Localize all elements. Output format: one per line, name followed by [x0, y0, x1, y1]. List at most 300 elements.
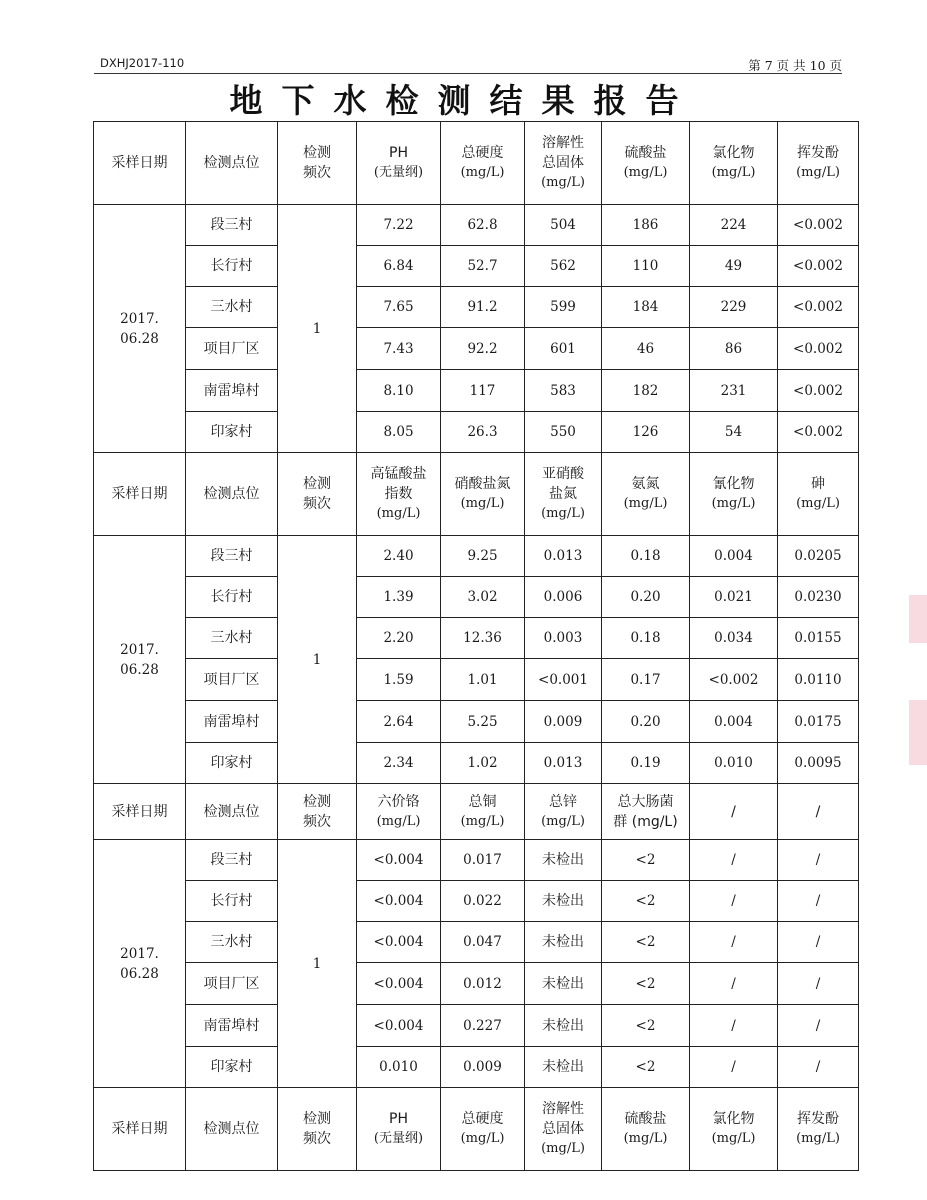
site-name: 段三村	[210, 852, 253, 868]
value-text: <0.004	[373, 1017, 424, 1034]
parameter-header-line: 总固体	[542, 1121, 584, 1137]
header-row	[94, 453, 859, 536]
value-text: 0.034	[714, 630, 753, 646]
site-name: 印家村	[210, 755, 253, 771]
value-cell	[778, 840, 859, 881]
date-header-text: 采样日期	[111, 803, 168, 820]
value-cell	[441, 536, 525, 577]
site-column-header	[186, 784, 278, 840]
frequency-header-line: 频次	[303, 165, 331, 181]
header-row	[94, 784, 859, 840]
parameter-header	[357, 453, 441, 536]
value-text: 8.10	[383, 382, 414, 399]
value-text: 7.65	[383, 299, 414, 315]
parameter-header-line: (无量纲)	[373, 1131, 424, 1146]
table-row	[94, 577, 859, 618]
parameter-header	[525, 1088, 602, 1171]
value-cell	[357, 881, 441, 922]
value-cell	[778, 963, 859, 1005]
value-text: 0.003	[543, 630, 583, 646]
date-column-header	[94, 784, 186, 840]
value-cell	[690, 963, 778, 1005]
frequency-header-line: 检测	[303, 476, 331, 492]
value-cell	[525, 1047, 602, 1088]
value-cell	[357, 205, 441, 246]
value-text: 0.0230	[794, 589, 842, 605]
value-text: <2	[635, 1059, 656, 1075]
value-text: 0.017	[463, 852, 502, 868]
parameter-header	[525, 453, 602, 536]
value-text: 583	[550, 382, 576, 399]
value-cell	[690, 1047, 778, 1088]
site-column-header	[186, 1088, 278, 1171]
value-text: 601	[550, 340, 576, 357]
frequency-value: 1	[312, 320, 322, 337]
sample-date-line: 2017.	[120, 641, 159, 658]
value-cell	[441, 577, 525, 618]
value-cell	[441, 743, 525, 784]
value-text: 8.05	[383, 424, 414, 440]
parameter-header-line: 溶解性	[542, 1101, 584, 1117]
value-text: <2	[635, 852, 656, 868]
parameter-header	[357, 784, 441, 840]
site-cell	[186, 743, 278, 784]
date-header-text: 采样日期	[111, 155, 168, 171]
value-cell	[778, 881, 859, 922]
sample-date-line: 06.28	[120, 330, 159, 347]
site-name: 南雷埠村	[203, 382, 260, 399]
value-cell	[778, 743, 859, 784]
value-cell	[690, 577, 778, 618]
value-text: <0.002	[793, 424, 843, 440]
value-text: 224	[720, 217, 747, 233]
frequency-header-line: 检测	[303, 145, 331, 161]
table-row	[94, 701, 859, 743]
value-cell	[441, 287, 525, 328]
page-number: 第 7 页 共 10 页	[748, 58, 842, 73]
stamp-mark	[909, 595, 927, 643]
value-cell	[357, 922, 441, 963]
site-cell	[186, 701, 278, 743]
parameter-header-line: 六价铬	[377, 793, 420, 810]
parameter-header-line: 氰化物	[712, 476, 755, 492]
site-name: 项目厂区	[203, 975, 260, 992]
value-cell	[778, 1005, 859, 1047]
value-cell	[690, 370, 778, 412]
parameter-header-line: 指数	[384, 486, 413, 502]
value-text: <0.002	[793, 340, 843, 357]
value-cell	[778, 536, 859, 577]
value-cell	[441, 618, 525, 659]
site-name: 长行村	[210, 893, 253, 909]
value-cell	[441, 701, 525, 743]
value-cell	[357, 963, 441, 1005]
value-text: 1.01	[467, 671, 498, 688]
parameter-header-line: PH	[389, 1111, 408, 1127]
value-cell	[357, 1047, 441, 1088]
sample-date-line: 2017.	[120, 945, 159, 962]
value-cell	[778, 246, 859, 287]
value-text: <2	[635, 975, 656, 992]
value-text: 未检出	[542, 852, 584, 868]
parameter-header-line: (mg/L)	[460, 813, 505, 829]
value-text: 117	[469, 382, 496, 399]
parameter-header-line: 总铜	[468, 793, 497, 810]
value-text: 186	[632, 217, 659, 233]
value-cell	[525, 287, 602, 328]
value-cell	[525, 743, 602, 784]
value-cell	[357, 328, 441, 370]
parameter-header-line: 溶解性	[542, 135, 584, 151]
value-text: 550	[550, 424, 576, 440]
parameter-header-line: 砷	[811, 476, 825, 492]
parameter-header-line: (mg/L)	[711, 1131, 756, 1146]
site-name: 项目厂区	[203, 340, 260, 357]
value-cell	[690, 246, 778, 287]
value-text: <2	[635, 1017, 656, 1034]
value-cell	[690, 743, 778, 784]
site-cell	[186, 1005, 278, 1047]
value-cell	[690, 328, 778, 370]
value-cell	[690, 287, 778, 328]
value-cell	[525, 922, 602, 963]
site-name: 长行村	[210, 258, 253, 274]
value-text: <0.002	[793, 382, 843, 399]
value-cell	[357, 743, 441, 784]
parameter-header-line: (mg/L)	[796, 1131, 840, 1146]
parameter-header	[778, 122, 859, 205]
value-text: <0.002	[793, 299, 843, 315]
parameter-header-line: (mg/L)	[376, 506, 421, 521]
value-cell	[778, 287, 859, 328]
parameter-header-line: 硫酸盐	[624, 1111, 667, 1127]
value-cell	[525, 536, 602, 577]
value-cell	[357, 577, 441, 618]
value-text: 92.2	[467, 340, 498, 357]
value-cell	[525, 370, 602, 412]
value-text: 1.59	[383, 671, 414, 688]
parameter-header	[602, 453, 690, 536]
parameter-header-line: (mg/L)	[623, 165, 668, 180]
page-header	[94, 55, 842, 74]
parameter-header	[690, 122, 778, 205]
header-row	[94, 1088, 859, 1171]
date-header-text: 采样日期	[111, 486, 168, 502]
value-text: 未检出	[542, 1017, 584, 1034]
value-cell	[525, 701, 602, 743]
value-text: 未检出	[542, 893, 584, 909]
value-cell	[778, 370, 859, 412]
parameter-header-line: (mg/L)	[460, 1131, 505, 1146]
frequency-cell	[278, 536, 357, 784]
value-cell	[602, 577, 690, 618]
table-row	[94, 1005, 859, 1047]
table-row	[94, 963, 859, 1005]
value-cell	[441, 246, 525, 287]
value-cell	[602, 1005, 690, 1047]
parameter-header-line: 群 (mg/L)	[613, 813, 678, 830]
value-text: 6.84	[383, 258, 414, 274]
value-cell	[602, 328, 690, 370]
value-cell	[690, 412, 778, 453]
site-cell	[186, 536, 278, 577]
value-cell	[602, 743, 690, 784]
value-text: 0.022	[463, 893, 502, 909]
value-cell	[441, 205, 525, 246]
parameter-header	[778, 784, 859, 840]
parameter-header	[441, 784, 525, 840]
value-cell	[778, 1047, 859, 1088]
value-cell	[602, 536, 690, 577]
value-cell	[525, 881, 602, 922]
site-cell	[186, 577, 278, 618]
value-cell	[602, 370, 690, 412]
value-text: 0.0175	[794, 713, 842, 730]
parameter-header	[441, 1088, 525, 1171]
header-row	[94, 122, 859, 205]
value-text: 3.02	[467, 589, 498, 605]
parameter-header-line: (mg/L)	[376, 813, 421, 829]
frequency-column-header	[278, 784, 357, 840]
parameter-header-line: 亚硝酸	[542, 466, 584, 482]
parameter-header-line: PH	[389, 145, 408, 161]
frequency-column-header	[278, 1088, 357, 1171]
site-cell	[186, 246, 278, 287]
site-cell	[186, 840, 278, 881]
parameter-header-line: 总锌	[549, 793, 577, 810]
report-title: 地下水检测结果报告	[229, 81, 698, 120]
value-cell	[357, 287, 441, 328]
document-id: DXHJ2017-110	[100, 56, 185, 70]
parameter-header-line: /	[731, 803, 736, 820]
value-text: 231	[720, 382, 747, 399]
parameter-header-line: (mg/L)	[796, 496, 840, 511]
value-cell	[441, 922, 525, 963]
value-cell	[525, 577, 602, 618]
value-cell	[690, 205, 778, 246]
parameter-header	[690, 784, 778, 840]
parameter-header-line: 总固体	[542, 155, 584, 171]
value-text: 0.004	[714, 713, 753, 730]
value-text: 1.02	[467, 755, 498, 771]
parameter-header-line: 硫酸盐	[624, 145, 667, 161]
value-text: 0.012	[463, 975, 502, 992]
parameter-header-line: (无量纲)	[373, 165, 424, 180]
value-cell	[602, 963, 690, 1005]
parameter-header-line: 挥发酚	[797, 145, 839, 161]
parameter-header-line: (mg/L)	[623, 496, 668, 511]
value-cell	[778, 922, 859, 963]
value-text: 0.20	[630, 713, 661, 730]
frequency-cell	[278, 840, 357, 1088]
value-text: 12.36	[463, 630, 502, 646]
value-cell	[441, 963, 525, 1005]
parameter-header	[525, 784, 602, 840]
parameter-header	[602, 122, 690, 205]
parameter-header	[525, 122, 602, 205]
value-cell	[441, 840, 525, 881]
site-cell	[186, 370, 278, 412]
value-cell	[778, 659, 859, 701]
table-row	[94, 536, 859, 577]
value-cell	[357, 701, 441, 743]
value-cell	[690, 536, 778, 577]
value-text: 0.013	[543, 755, 583, 771]
value-cell	[525, 618, 602, 659]
value-text: /	[815, 934, 821, 950]
date-column-header	[94, 1088, 186, 1171]
site-cell	[186, 618, 278, 659]
site-cell	[186, 205, 278, 246]
table-row	[94, 618, 859, 659]
value-cell	[778, 701, 859, 743]
frequency-cell	[278, 205, 357, 453]
sample-date-line: 06.28	[120, 965, 159, 982]
date-column-header	[94, 122, 186, 205]
value-text: /	[731, 975, 736, 992]
table-row	[94, 881, 859, 922]
table-row	[94, 370, 859, 412]
parameter-header	[690, 1088, 778, 1171]
value-text: 0.227	[463, 1017, 502, 1034]
value-text: 182	[632, 382, 659, 399]
value-text: /	[731, 1017, 736, 1034]
site-name: 三水村	[210, 630, 253, 646]
frequency-header-line: 频次	[303, 1131, 331, 1147]
value-text: 未检出	[542, 975, 584, 992]
value-cell	[525, 328, 602, 370]
site-name: 印家村	[210, 424, 253, 440]
table-row	[94, 743, 859, 784]
value-cell	[690, 701, 778, 743]
site-name: 南雷埠村	[203, 713, 260, 730]
value-text: /	[815, 852, 821, 868]
value-cell	[778, 577, 859, 618]
parameter-header-line: 总硬度	[461, 1111, 504, 1127]
parameter-header	[441, 453, 525, 536]
value-cell	[525, 963, 602, 1005]
value-text: 0.021	[714, 589, 753, 605]
value-cell	[778, 618, 859, 659]
value-text: 2.20	[383, 630, 414, 646]
value-cell	[441, 328, 525, 370]
parameter-header-line: 总大肠菌	[617, 793, 674, 810]
frequency-header-line: 频次	[303, 496, 331, 512]
value-cell	[690, 840, 778, 881]
value-cell	[525, 659, 602, 701]
value-text: 46	[636, 340, 655, 357]
value-text: <0.001	[538, 671, 588, 688]
value-cell	[602, 840, 690, 881]
value-cell	[602, 618, 690, 659]
value-cell	[690, 1005, 778, 1047]
value-cell	[357, 246, 441, 287]
value-text: 0.010	[714, 755, 753, 771]
frequency-header-line: 频次	[303, 813, 331, 830]
parameter-header	[778, 1088, 859, 1171]
value-text: <0.002	[793, 217, 843, 233]
parameter-header-line: (mg/L)	[460, 496, 505, 511]
parameter-header	[357, 122, 441, 205]
sample-date-cell	[94, 840, 186, 1088]
value-text: 未检出	[542, 1059, 584, 1075]
site-header-text: 检测点位	[203, 486, 260, 502]
parameter-header-line: 总硬度	[461, 145, 504, 161]
value-text: 91.2	[467, 299, 498, 315]
value-cell	[525, 412, 602, 453]
parameter-header-line: (mg/L)	[541, 175, 585, 190]
value-text: 0.20	[630, 589, 661, 605]
value-cell	[690, 881, 778, 922]
value-cell	[690, 618, 778, 659]
value-cell	[525, 246, 602, 287]
value-text: /	[815, 1059, 821, 1075]
table-row	[94, 246, 859, 287]
value-text: 2.40	[383, 548, 414, 564]
value-text: 126	[632, 424, 659, 440]
value-text: <2	[635, 893, 656, 909]
value-cell	[441, 1005, 525, 1047]
site-name: 三水村	[210, 299, 253, 315]
site-column-header	[186, 122, 278, 205]
value-cell	[525, 205, 602, 246]
value-text: 504	[550, 217, 576, 233]
value-text: 0.19	[630, 755, 661, 771]
site-name: 项目厂区	[203, 671, 260, 688]
value-cell	[690, 922, 778, 963]
value-text: 0.013	[543, 548, 583, 564]
value-text: <0.004	[373, 893, 424, 909]
value-cell	[357, 659, 441, 701]
date-column-header	[94, 453, 186, 536]
frequency-value: 1	[312, 651, 322, 668]
value-text: 184	[632, 299, 659, 315]
value-text: 599	[550, 299, 576, 315]
parameter-header	[690, 453, 778, 536]
value-text: <0.004	[373, 934, 424, 950]
parameter-header-line: 硝酸盐氮	[454, 476, 511, 492]
value-text: 0.006	[543, 589, 583, 605]
value-text: 0.010	[379, 1059, 418, 1075]
table-row	[94, 659, 859, 701]
value-text: /	[731, 852, 736, 868]
value-text: /	[815, 975, 821, 992]
results-table	[93, 121, 859, 1171]
value-cell	[441, 881, 525, 922]
value-cell	[357, 370, 441, 412]
frequency-header-line: 检测	[303, 793, 331, 810]
parameter-header-line: (mg/L)	[711, 165, 756, 180]
value-text: 0.009	[543, 713, 583, 730]
value-cell	[602, 1047, 690, 1088]
site-name: 段三村	[210, 548, 253, 564]
parameter-header	[602, 784, 690, 840]
value-cell	[441, 1047, 525, 1088]
value-cell	[602, 246, 690, 287]
value-cell	[602, 205, 690, 246]
parameter-header-line: /	[815, 803, 821, 820]
value-cell	[602, 412, 690, 453]
site-column-header	[186, 453, 278, 536]
value-cell	[525, 1005, 602, 1047]
value-text: 52.7	[467, 258, 498, 274]
value-cell	[602, 922, 690, 963]
value-cell	[602, 701, 690, 743]
value-text: /	[731, 934, 736, 950]
parameter-header-line: 氨氮	[631, 476, 660, 492]
parameter-header	[778, 453, 859, 536]
value-text: 2.64	[383, 713, 414, 730]
